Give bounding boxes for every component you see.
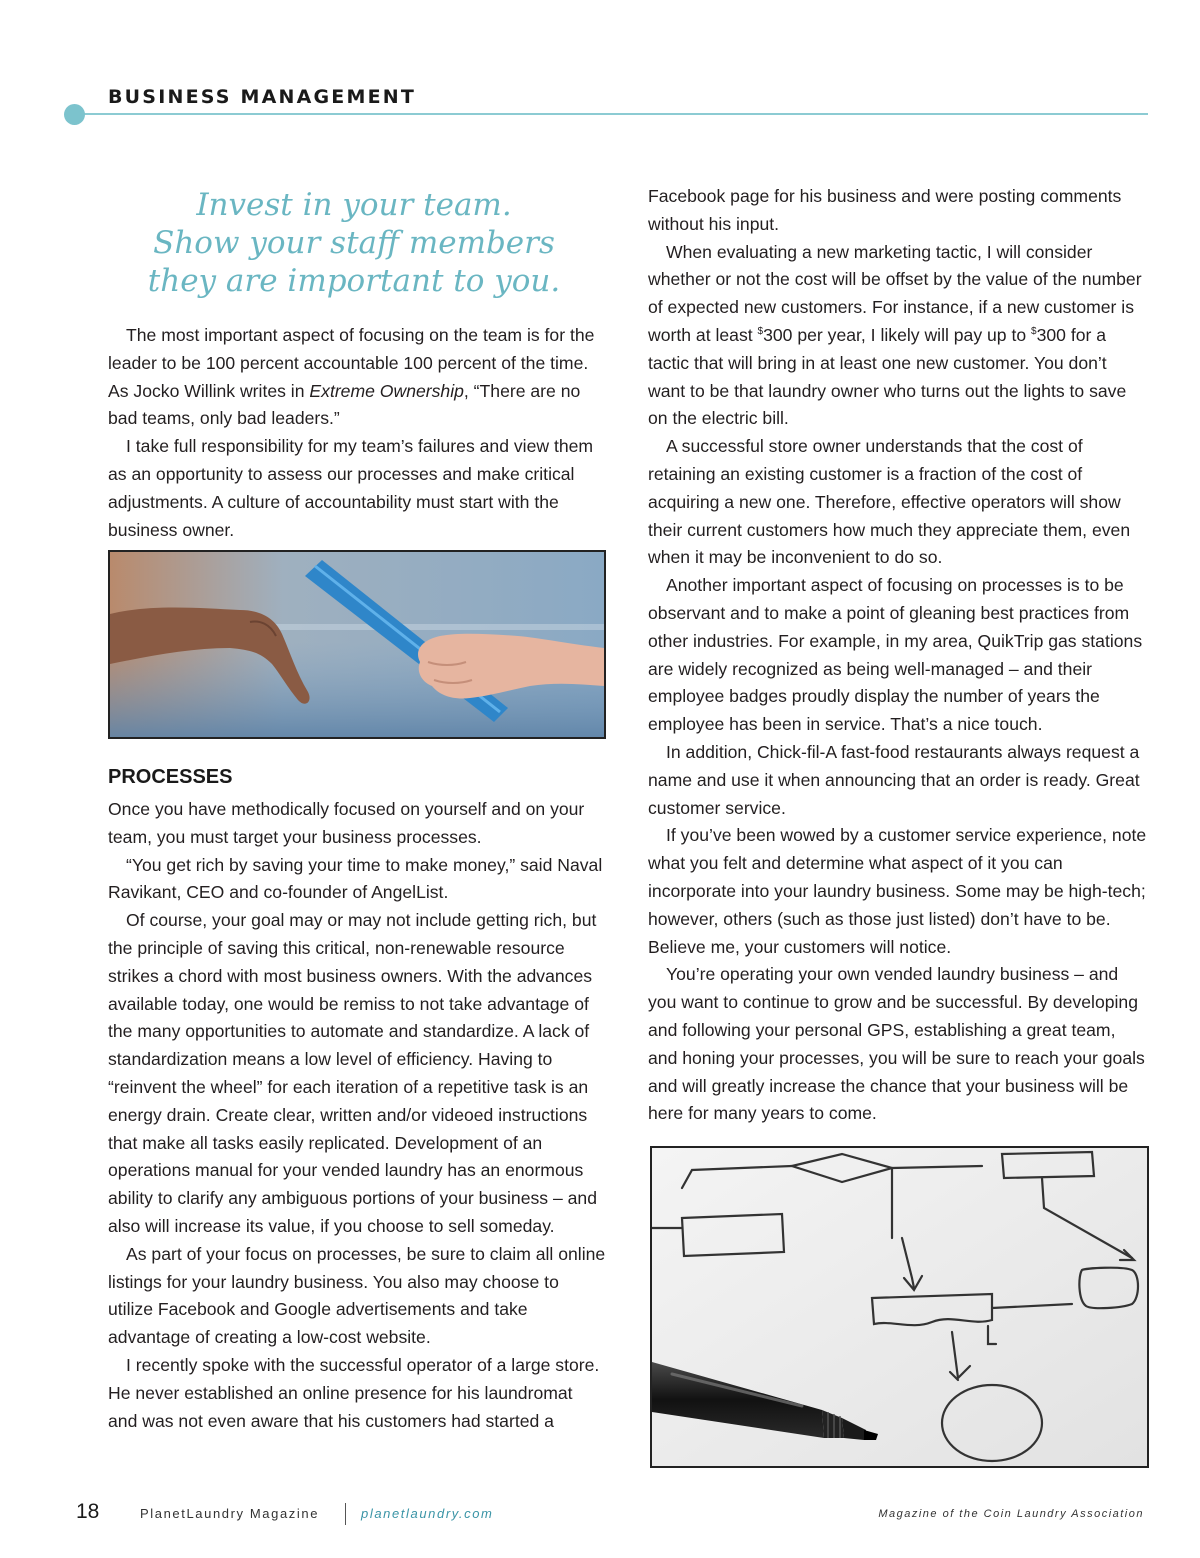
paragraph-facebook-page: Facebook page for his business and were posting comments without his input. <box>648 186 1122 234</box>
right-column <box>648 183 1148 1128</box>
section-title: BUSINESS MANAGEMENT <box>108 86 417 108</box>
flowchart-pen-photo <box>650 1146 1149 1468</box>
paragraph-chick-fil-a: In addition, Chick-fil-A fast-food restaurants always request a name and use it when announcing that an order is ready. Great customer service. <box>648 741 1140 818</box>
paragraph-online-listings: As part of your focus on processes, be sure to claim all online listings for your laundry business. You also may choose to utilize Facebook and Google advertisements and take advantage of creating a low-cost website. <box>108 1243 606 1348</box>
relay-baton-photo <box>108 550 606 739</box>
paragraph-wowed: If you’ve been wowed by a customer service experience, note what you felt and determine what aspect of it you can incorporate into your laundry business. Some may be high-tech; however, others (such as those just listed) don’t have to be. Believe me, your customers will notice. <box>648 825 1147 957</box>
pull-quote-line-3: they are important to you. <box>147 263 561 299</box>
pull-quote-line-2: Show your staff members <box>153 225 555 261</box>
header-rule <box>76 113 1148 115</box>
association-tagline: Magazine of the Coin Laundry Association <box>878 1508 1144 1520</box>
paragraph-accountability: The most important aspect of focusing on the team is for the leader to be 100 percent accountable 100 percent of the time. As Jocko Willink writes in Extreme Ownership, “There are no bad teams, only bad leaders.” <box>108 325 595 429</box>
paragraph-ravikant-quote: “You get rich by saving your time to make money,” said Naval Ravikant, CEO and co-founder of AngelList. <box>108 854 603 903</box>
paragraph-operator-story: I recently spoke with the successful operator of a large store. He never established an online presence for his laundromat and was not even aware that his customers had started a <box>108 1354 600 1431</box>
book-title: Extreme Ownership <box>309 380 464 401</box>
left-column-bottom <box>108 796 606 1435</box>
paragraph-conclusion: You’re operating your own vended laundry business – and you want to continue to grow and be successful. By developing and following your personal GPS, establishing a great team, and honing your processes, you will be sure to reach your goals and will greatly increase the chance that your business will be here for many years to come. <box>648 964 1145 1124</box>
page-number: 18 <box>76 1500 100 1523</box>
magazine-name: PlanetLaundry Magazine <box>140 1506 320 1521</box>
processes-subhead: PROCESSES <box>108 766 233 788</box>
website-link[interactable]: planetlaundry.com <box>361 1506 494 1521</box>
paragraph-responsibility: I take full responsibility for my team’s failures and view them as an opportunity to assess our processes and make critical adjustments. A culture of accountability must start with the business owner. <box>108 436 594 540</box>
pull-quote <box>108 186 600 300</box>
paragraph-retaining-customers: A successful store owner understands that the cost of retaining an existing customer is a fraction of the cost of acquiring a new one. Therefore, effective operators will show their current customers how much they appreciate them, even when it may be inconvenient to do so. <box>648 436 1131 568</box>
left-column-top <box>108 322 606 544</box>
header-dot <box>64 104 85 125</box>
paragraph-standardization: Of course, your goal may or may not include getting rich, but the principle of saving this critical, non-renewable resource strikes a chord with most business owners. With the advances available today, one would be remiss to not take advantage of the many opportunities to automate and standardize. A lack of standardization means a low level of efficiency. Having to “reinvent the wheel” for each iteration of a repetitive task is an energy drain. Create clear, written and/or videoed instructions that make all tasks easily replicated. Development of an operations manual for your vended laundry has an enormous ability to clarify any ambiguous portions of your business – and also will increase its value, if you choose to sell someday. <box>108 910 597 1236</box>
footer-separator <box>345 1503 346 1525</box>
paragraph-marketing-tactic: When evaluating a new marketing tactic, I will consider whether or not the cost will be offset by the value of the number of expected new customers. For instance, if a new customer is worth at least $300 per year, I likely will pay up to $300 for a tactic that will bring in at least one new customer. You don’t want to be that laundry owner who turns out the lights to save on the electric bill. <box>648 241 1142 429</box>
paragraph-target-processes: Once you have methodically focused on yourself and on your team, you must target your business processes. <box>108 799 585 847</box>
paragraph-best-practices: Another important aspect of focusing on processes is to be observant and to make a point of gleaning best practices from other industries. For example, in my area, QuikTrip gas stations are widely recognized as being well-managed – and their employee badges proudly display the number of years the employee has been in service. That’s a nice touch. <box>648 575 1143 735</box>
pull-quote-line-1: Invest in your team. <box>196 187 512 223</box>
